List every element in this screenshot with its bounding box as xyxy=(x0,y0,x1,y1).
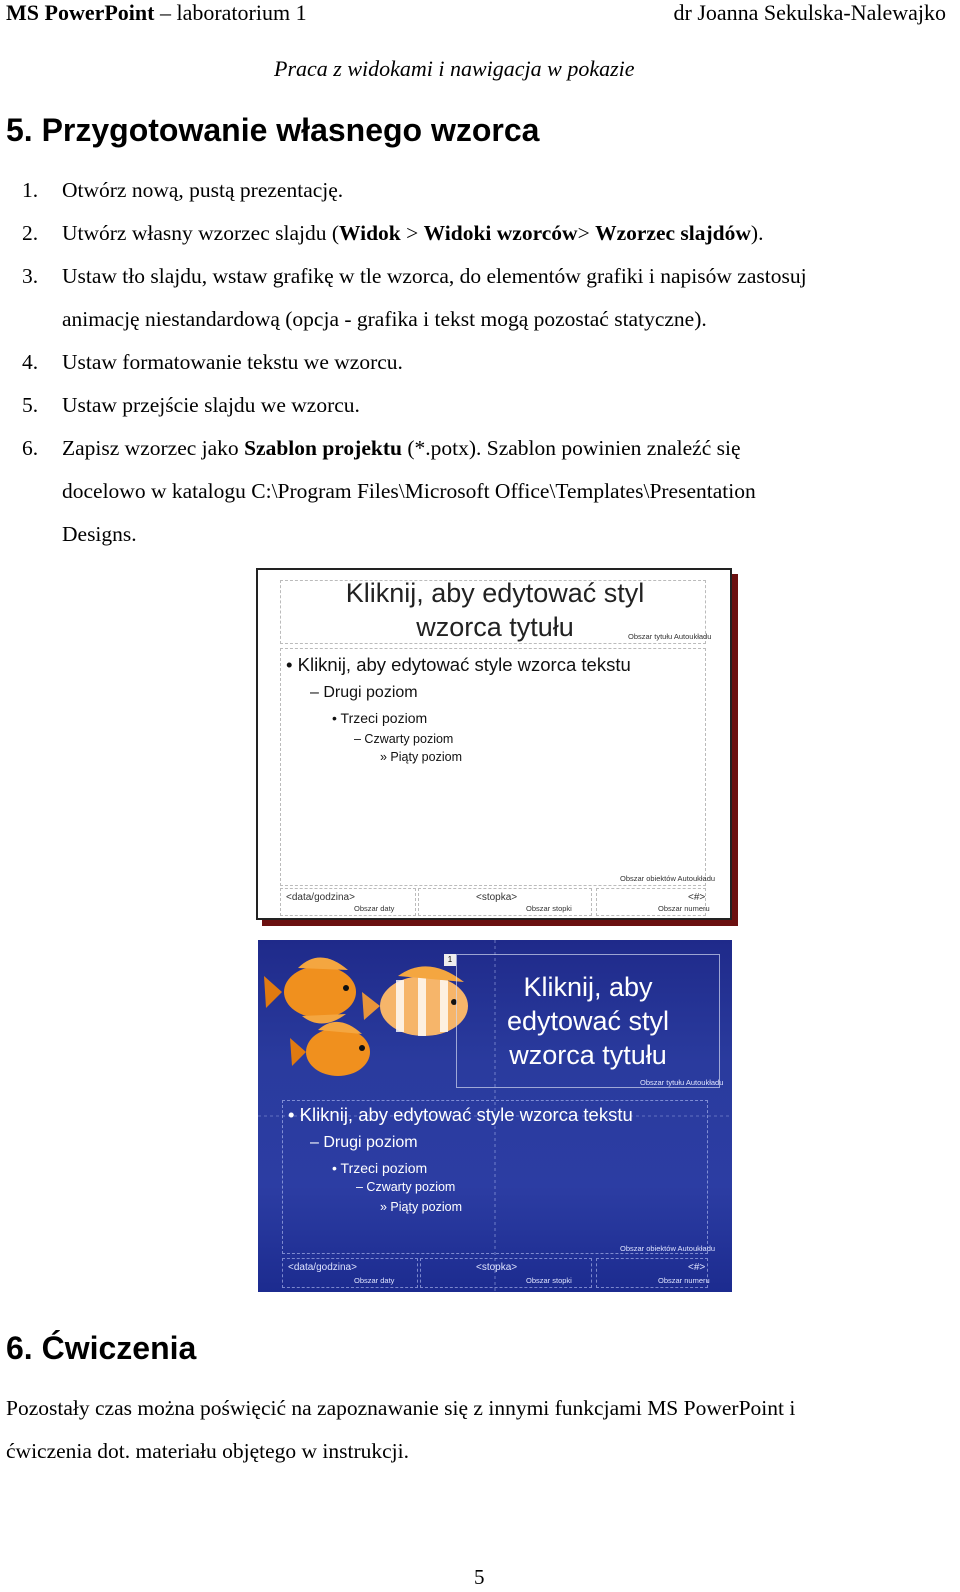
list-item xyxy=(22,350,403,375)
object-area-label: Obszar obiektów Autoukładu xyxy=(620,874,716,883)
footer-footer-label: Obszar stopki xyxy=(526,1276,572,1285)
list-text: Zapisz wzorzec jako xyxy=(62,436,245,460)
footer-number: <#> xyxy=(688,1262,706,1273)
footer-number: <#> xyxy=(688,892,706,903)
section-5-heading: 5. Przygotowanie własnego wzorca xyxy=(6,112,540,148)
text-level-1: • Kliknij, aby edytować style wzorca tekstu xyxy=(288,1104,633,1125)
header-course-bold: MS PowerPoint xyxy=(6,0,155,25)
slide-title-line: wzorca tytułu xyxy=(509,1040,667,1070)
text-level-3: • Trzeci poziom xyxy=(332,1160,428,1176)
text-level-5: » Piąty poziom xyxy=(380,1200,462,1214)
list-text-continuation: Designs. xyxy=(62,522,137,546)
list-text: (*.potx). Szablon powinien znaleźć się xyxy=(401,436,741,460)
footer-date: <data/godzina> xyxy=(288,1262,357,1273)
page-number: 5 xyxy=(474,1565,485,1589)
header-subtitle: Praca z widokami i nawigacja w pokazie xyxy=(274,56,635,81)
list-text: Otwórz nową, pustą prezentację. xyxy=(62,178,344,202)
text-level-3: • Trzeci poziom xyxy=(332,710,428,726)
text-level-1: • Kliknij, aby edytować style wzorca tekstu xyxy=(286,654,631,675)
footer-text: <stopka> xyxy=(476,892,518,903)
list-number: 4. xyxy=(22,350,39,374)
slide-title-line: edytować styl xyxy=(506,1006,670,1036)
list-item xyxy=(22,264,807,289)
list-text: Ustaw formatowanie tekstu we wzorcu. xyxy=(62,350,403,374)
list-text-bold: Wzorzec slajdów xyxy=(595,221,751,245)
header-author: dr Joanna Sekulska-Nalewajko xyxy=(673,0,946,25)
slide-title-line: Kliknij, aby xyxy=(523,972,653,1002)
slide-title-line: wzorca tytułu xyxy=(416,612,574,642)
footer-footer-label: Obszar stopki xyxy=(526,904,572,913)
list-number: 6. xyxy=(22,436,39,460)
footer-date: <data/godzina> xyxy=(286,892,355,903)
list-text: Ustaw tło slajdu, wstaw grafikę w tle wzorca, do elementów grafiki i napisów zastosuj xyxy=(62,264,807,288)
footer-number-label: Obszar numeru xyxy=(658,904,710,913)
fish-icon xyxy=(362,966,468,1036)
list-text: Utwórz własny wzorzec slajdu ( xyxy=(62,221,340,245)
object-area-label: Obszar obiektów Autoukładu xyxy=(620,1244,716,1253)
list-text: Ustaw przejście slajdu we wzorcu. xyxy=(62,393,360,417)
footer-number-label: Obszar numeru xyxy=(658,1276,710,1285)
list-text-bold: Szablon projektu xyxy=(244,436,402,460)
title-area-label: Obszar tytułu Autoukładu xyxy=(628,632,712,641)
text-level-2: – Drugi poziom xyxy=(310,1134,418,1151)
slide-title xyxy=(468,970,708,1072)
list-item xyxy=(22,393,360,418)
list-item xyxy=(22,436,741,461)
list-item xyxy=(22,221,763,246)
footer-date-label: Obszar daty xyxy=(354,904,395,913)
footer-date-label: Obszar daty xyxy=(354,1276,395,1285)
footer-text: <stopka> xyxy=(476,1262,518,1273)
text-level-4: – Czwarty poziom xyxy=(356,1180,456,1194)
title-area-label: Obszar tytułu Autoukładu xyxy=(640,1078,724,1087)
list-text: > xyxy=(577,221,596,245)
list-item xyxy=(22,178,343,203)
list-number: 5. xyxy=(22,393,39,417)
fish-icon xyxy=(290,1022,370,1076)
slide-master-light xyxy=(256,568,732,920)
section-6-heading: 6. Ćwiczenia xyxy=(6,1330,197,1366)
list-number: 2. xyxy=(22,221,39,245)
paragraph-line: ćwiczenia dot. materiału objętego w instrukcji. xyxy=(6,1439,409,1463)
list-number: 3. xyxy=(22,264,39,288)
list-text-bold: Widoki wzorców xyxy=(423,221,578,245)
list-text-continuation: docelowo w katalogu C:\Program Files\Microsoft Office\Templates\Presentation xyxy=(62,479,756,503)
list-text: > xyxy=(400,221,424,245)
paragraph-line: Pozostały czas można poświęcić na zapoznawanie się z innymi funkcjami MS PowerPoint i xyxy=(6,1396,796,1420)
text-level-2: – Drugi poziom xyxy=(310,684,418,701)
header-course xyxy=(6,0,307,26)
slide-number-badge: 1 xyxy=(444,954,456,966)
list-text-bold: Widok xyxy=(339,221,401,245)
header-course-rest: – laboratorium 1 xyxy=(154,0,307,25)
text-level-4: – Czwarty poziom xyxy=(354,732,454,746)
slide-title-line: Kliknij, aby edytować styl xyxy=(345,578,645,608)
list-text-continuation: animację niestandardową (opcja - grafika i tekst mogą pozostać statyczne). xyxy=(62,307,707,331)
text-level-5: » Piąty poziom xyxy=(380,750,462,764)
slide-master-dark xyxy=(258,940,732,1292)
slide-master-light-figure xyxy=(256,568,738,926)
list-number: 1. xyxy=(22,178,39,202)
list-text: ). xyxy=(750,221,764,245)
fish-icon xyxy=(264,957,356,1023)
